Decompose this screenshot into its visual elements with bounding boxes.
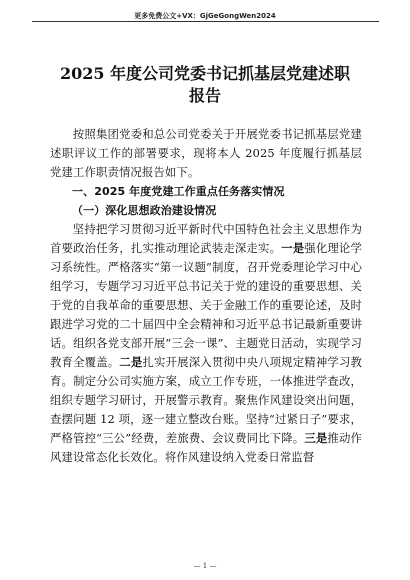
header-text: 更多免费公文+VX：GjGeGongWen2024	[134, 12, 276, 20]
title-line-1: 2025 年度公司党委书记抓基层党建述职	[59, 64, 351, 83]
header-divider	[32, 21, 379, 22]
point-one-label: 一是	[281, 241, 305, 255]
para-text-a: 坚持把学习贯彻习近平新时代中国特色社会主义思想作为首要政治任务，扎实推动理论武装走深走实。	[50, 222, 362, 255]
title-line-2: 报告	[188, 86, 221, 105]
point-two-label: 二是	[119, 355, 143, 369]
subsection-heading: （一）深化思想政治建设情况	[72, 204, 217, 217]
body-paragraph	[50, 220, 362, 467]
para-text-b: 强化理论学习系统性。严格落实“第一议题”制度，召开党委理论学习中心组学习，专题学习习近平总书记关于党的建设的重要思想、关于党的自我革命的重要思想、关于金融工作的重要论述，及时跟进学习党的二十届四中全会精神和习近平总书记最新重要讲话。组织各党支部开展“三会一课”、主题党日活动，实现学习教育全覆盖。	[50, 241, 362, 369]
para-text-c: 扎实开展深入贯彻中央八项规定精神学习教育。制定分公司实施方案，成立工作专班，一体推进学查改，组织专题学习研讨，开展警示教育。聚焦作风建设突出问题，查摆问题 12 项，逐一建立整改台账。坚持“过紧日子”要求，严格管控“三公”经费，差旅费、会议费同比下降。	[50, 355, 363, 445]
point-three-label: 三是	[304, 431, 328, 445]
section-heading: 一、2025 年度党建工作重点任务落实情况	[72, 185, 285, 198]
page-number: — 1 —	[193, 562, 217, 570]
document-body	[50, 125, 362, 467]
intro-paragraph: 按照集团党委和总公司党委关于开展党委书记抓基层党建述职评议工作的部署要求，现将本人 2025 年度履行抓基层党建工作职责情况报告如下。	[50, 127, 362, 179]
para-text-d: 推动作风建设常态化长效化。将作风建设纳入党委日常监督	[50, 431, 362, 464]
page-header	[0, 3, 410, 22]
document-title	[48, 63, 362, 107]
